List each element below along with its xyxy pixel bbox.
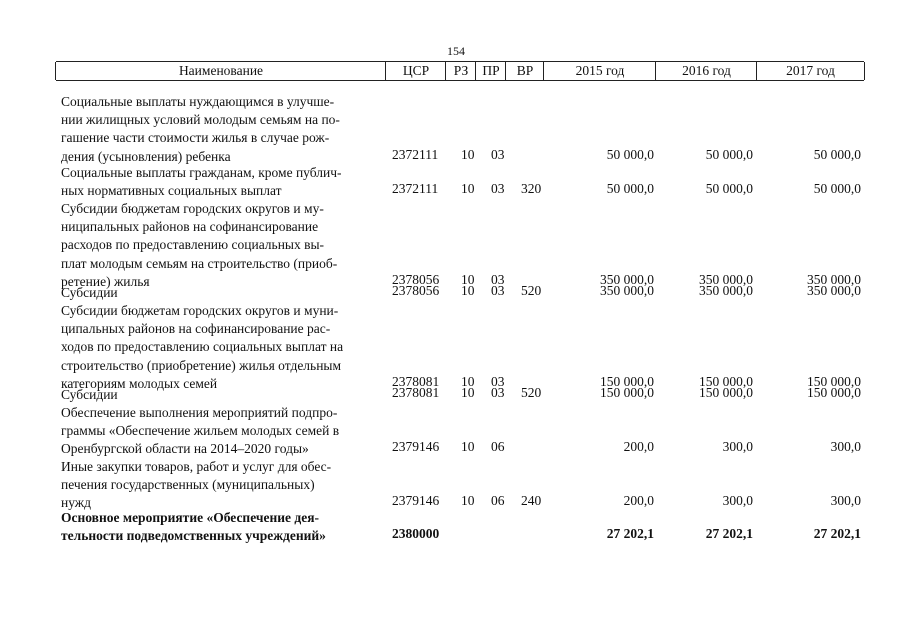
header-vr: ВР xyxy=(505,62,544,80)
row-csr: 2379146 xyxy=(392,493,440,509)
row-value-2017: 300,0 xyxy=(830,493,861,509)
row-rz: 10 xyxy=(461,439,475,455)
row-name-line: граммы «Обеспечение жильем молодых семей в xyxy=(61,423,340,439)
header-rz: РЗ xyxy=(445,62,476,80)
row-value-2015: 150 000,0 xyxy=(600,385,654,400)
row-value-2017: 350 000,0 xyxy=(807,283,861,298)
row-vr: 520 xyxy=(521,385,542,400)
row-name-line: ниципальных районов на софинансирование xyxy=(61,219,319,235)
row-value-2017: 300,0 xyxy=(830,439,861,455)
row-value-2016: 150 000,0 xyxy=(699,385,753,400)
row-rz: 10 xyxy=(461,373,475,389)
row-csr: 2378056 xyxy=(392,271,440,287)
row-name-line: Субсидии бюджетам городских округов и муни- xyxy=(61,303,339,318)
header-2015: 2015 год xyxy=(543,62,656,80)
page-number: 154 xyxy=(447,44,465,58)
row-name-line: тельности подведомственных учреждений» xyxy=(61,528,326,544)
row-csr: 2372111 xyxy=(392,181,439,197)
row-name-line: расходов по предоставлению социальных вы- xyxy=(61,237,325,253)
row-value-2016: 300,0 xyxy=(722,493,753,509)
row-value-2015: 200,0 xyxy=(623,493,654,509)
header-pr: ПР xyxy=(475,62,506,80)
row-csr: 2379146 xyxy=(392,439,440,455)
row-pr: 03 xyxy=(491,283,505,298)
header-csr: ЦСР xyxy=(385,62,446,80)
row-name-line: гашение части стоимости жилья в случае рож- xyxy=(61,130,330,146)
row-name-line: дения (усыновления) ребенка xyxy=(61,148,231,164)
row-value-2015: 50 000,0 xyxy=(606,146,654,162)
row-rz: 10 xyxy=(461,146,475,162)
row-value-2017: 350 000,0 xyxy=(807,271,861,287)
row-value-2015: 150 000,0 xyxy=(600,373,654,389)
row-name-line: ретение) жилья xyxy=(61,273,150,289)
row-value-2015: 350 000,0 xyxy=(600,271,654,287)
row-name xyxy=(61,509,379,545)
row-csr: 2372111 xyxy=(392,146,439,162)
row-pr: 03 xyxy=(491,271,505,287)
row-vr: 320 xyxy=(521,181,542,197)
row-name-line: ципальных районов на софинансирование рас- xyxy=(61,321,331,337)
row-rz: 10 xyxy=(461,385,475,400)
header-name: Наименование xyxy=(55,62,386,80)
row-value-2016: 50 000,0 xyxy=(705,181,753,197)
row-value-2017: 150 000,0 xyxy=(807,385,861,400)
row-name-line: Оренбургской области на 2014–2020 годы» xyxy=(61,441,309,457)
row-pr: 03 xyxy=(491,146,505,162)
row-name-line: категориям молодых семей xyxy=(61,375,218,391)
row-value-2016: 27 202,1 xyxy=(705,526,753,542)
row-value-2015: 200,0 xyxy=(623,439,654,455)
row-name-line: Социальные выплаты гражданам, кроме публич- xyxy=(61,165,342,180)
row-rz: 10 xyxy=(461,271,475,287)
row-name-line: нужд xyxy=(61,495,91,511)
row-name-line: печения государственных (муниципальных) xyxy=(61,477,315,493)
row-pr: 03 xyxy=(491,373,505,389)
row-name-line: ных нормативных социальных выплат xyxy=(61,183,282,199)
row-name xyxy=(61,164,379,200)
row-name-line: плат молодым семьям на строительство (приоб- xyxy=(61,255,338,271)
row-csr: 2380000 xyxy=(392,526,440,542)
row-name-line: Субсидии xyxy=(61,285,118,300)
row-pr: 03 xyxy=(491,181,505,197)
row-rz: 10 xyxy=(461,283,475,298)
row-csr: 2378081 xyxy=(392,373,440,389)
row-name-line: Социальные выплаты нуждающимся в улучше- xyxy=(61,94,335,109)
row-pr: 03 xyxy=(491,385,505,400)
row-name-line: Иные закупки товаров, работ и услуг для обес- xyxy=(61,459,332,474)
row-value-2017: 50 000,0 xyxy=(813,181,861,197)
row-value-2016: 300,0 xyxy=(722,439,753,455)
row-name-line: нии жилищных условий молодым семьям на по- xyxy=(61,112,340,128)
row-name xyxy=(61,93,379,166)
row-name-line: Субсидии xyxy=(61,387,118,402)
row-name-line: Субсидии бюджетам городских округов и му- xyxy=(61,201,324,216)
row-name xyxy=(61,458,379,513)
row-value-2015: 27 202,1 xyxy=(606,526,654,542)
row-name-line: Основное мероприятие «Обеспечение дея- xyxy=(61,510,320,525)
row-name xyxy=(61,200,379,291)
row-name xyxy=(61,386,379,404)
row-value-2015: 350 000,0 xyxy=(600,283,654,298)
row-vr: 520 xyxy=(521,283,542,298)
row-value-2015: 50 000,0 xyxy=(606,181,654,197)
row-vr: 240 xyxy=(521,493,542,509)
header-2017: 2017 год xyxy=(756,62,865,80)
row-pr: 06 xyxy=(491,439,505,455)
row-value-2017: 50 000,0 xyxy=(813,146,861,162)
row-pr: 06 xyxy=(491,493,505,509)
row-value-2016: 350 000,0 xyxy=(699,271,753,287)
row-value-2016: 50 000,0 xyxy=(705,146,753,162)
row-value-2017: 150 000,0 xyxy=(807,373,861,389)
row-value-2016: 350 000,0 xyxy=(699,283,753,298)
row-name xyxy=(61,404,379,459)
row-csr: 2378056 xyxy=(392,283,440,298)
row-name-line: строительство (приобретение) жилья отдельным xyxy=(61,357,342,373)
row-name xyxy=(61,302,379,393)
row-value-2016: 150 000,0 xyxy=(699,373,753,389)
row-name xyxy=(61,284,379,302)
row-rz: 10 xyxy=(461,493,475,509)
row-name-line: ходов по предоставлению социальных выплат на xyxy=(61,339,344,355)
row-name-line: Обеспечение выполнения мероприятий подпро- xyxy=(61,405,338,420)
table-header xyxy=(56,61,864,81)
header-2016: 2016 год xyxy=(655,62,757,80)
row-csr: 2378081 xyxy=(392,385,440,400)
row-rz: 10 xyxy=(461,181,475,197)
row-value-2017: 27 202,1 xyxy=(813,526,861,542)
